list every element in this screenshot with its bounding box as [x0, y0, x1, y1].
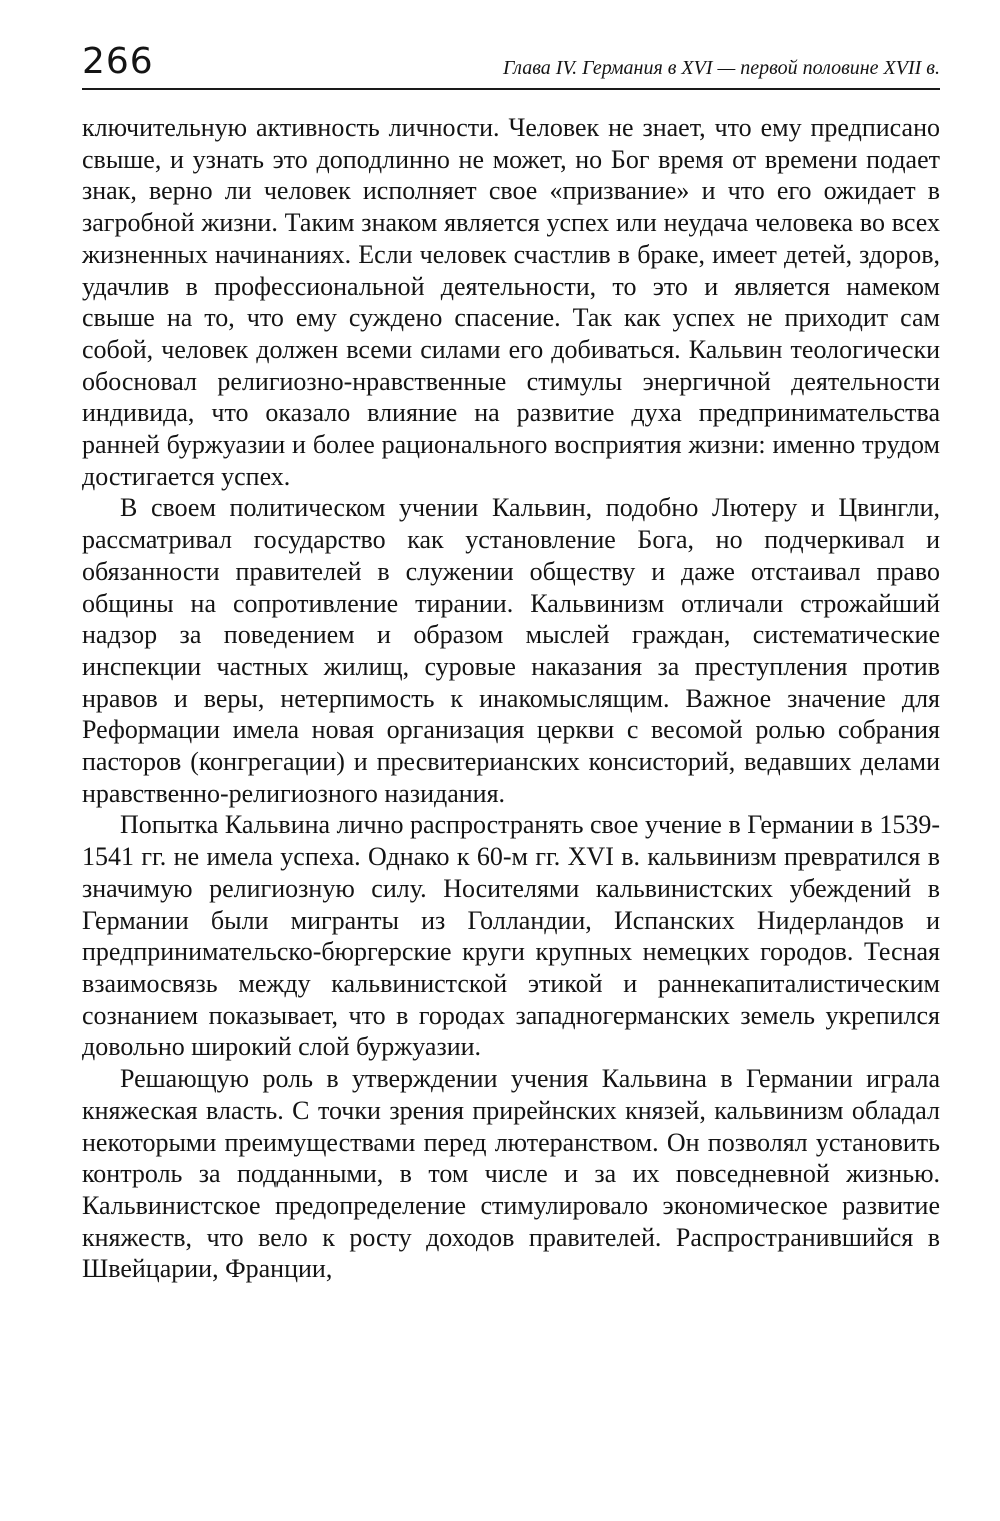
running-head	[82, 40, 940, 90]
paragraph: Попытка Кальвина лично распространять свое учение в Германии в 1539-1541 гг. не имела успеха. Однако к 60-м гг. XVI в. кальвинизм превратился в значимую религиозную силу. Носителями кальвинистских убеждений в Германии были мигранты из Голландии, Испанских Нидерландов и предпринимательско-бюргерские круги крупных немецких городов. Тесная взаимосвязь между кальвинистской этикой и раннекапиталистическим сознанием показывает, что в городах западногерманских земель укрепился довольно широкий слой буржуазии.	[82, 810, 940, 1062]
paragraph-continued: ключительную активность личности. Человек не знает, что ему предписано свыше, и узнать это доподлинно не может, но Бог время от времени подает знак, верно ли человек исполняет свое «призвание» и что его ожидает в загробной жизни. Таким знаком является успех или неудача человека во всех жизненных начинаниях. Если человек счастлив в браке, имеет детей, здоров, удачлив в профессиональной деятельности, то это и является намеком свыше на то, что ему суждено спасение. Так как успех не приходит сам собой, человек должен всеми силами его добиваться. Кальвин теологически обосновал религиозно-нравственные стимулы энергичной деятельности индивида, что оказало влияние на развитие духа предпринимательства ранней буржуазии и более рационального восприятия жизни: именно трудом достигается успех.	[82, 113, 940, 491]
book-page	[82, 40, 940, 1285]
paragraph: В своем политическом учении Кальвин, подобно Лютеру и Цвингли, рассматривал государство как установление Бога, но подчеркивал и обязанности правителей в служении обществу и даже отстаивал право общины на сопротивление тирании. Кальвинизм отличали строжайший надзор за поведением и образом мыслей граждан, систематические инспекции частных жилищ, суровые наказания за преступления против нравов и веры, нетерпимость к инакомыслящим. Важное значение для Реформации имела новая организация церкви с весомой ролью собрания пасторов (конгрегации) и пресвитерианских консисторий, ведавших делами нравственно-религиозного назидания.	[82, 493, 940, 808]
chapter-title: Глава IV. Германия в XVI — первой половине XVII в.	[502, 57, 940, 79]
page-number: 266	[82, 41, 154, 82]
paragraph: Решающую роль в утверждении учения Кальвина в Германии играла княжеская власть. С точки зрения прирейнских князей, кальвинизм обладал некоторыми преимуществами перед лютеранством. Он позволял установить контроль за подданными, в том числе и за их повседневной жизнью. Кальвинистское предопределение стимулировало экономическое развитие княжеств, что вело к росту доходов правителей. Распространившийся в Швейцарии, Франции,	[82, 1064, 940, 1284]
body-text	[82, 112, 940, 1285]
